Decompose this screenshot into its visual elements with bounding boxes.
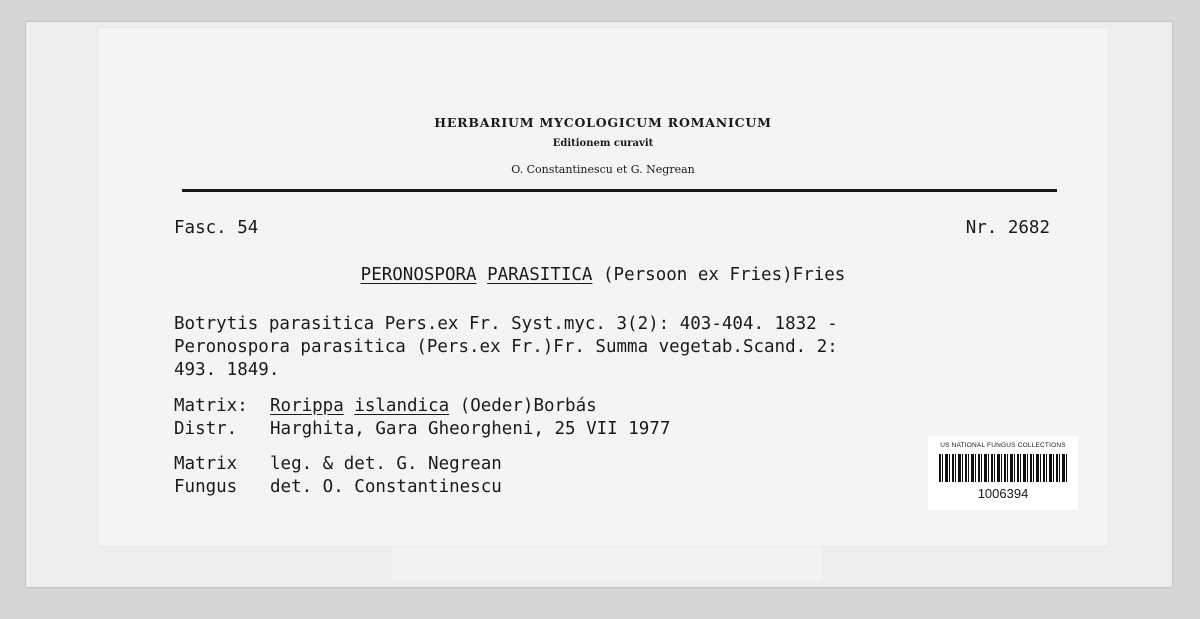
specimen-number: Nr. 2682: [965, 218, 1050, 238]
synonymy-line-2: Peronospora parasitica (Pers.ex Fr.)Fr. Summa vegetab.Scand. 2:: [174, 337, 838, 357]
herbarium-title: HERBARIUM MYCOLOGICUM ROMANICUM: [434, 115, 772, 130]
herbarium-editors: O. Constantinescu et G. Negrean: [511, 163, 695, 176]
distribution-value: Harghita, Gara Gheorgheni, 25 VII 1977: [270, 419, 671, 439]
species-epithet: PARASITICA: [487, 265, 593, 285]
synonymy-line-1: Botrytis parasitica Pers.ex Fr. Syst.myc. 3(2): 403-404. 1832 -: [174, 314, 838, 334]
fascicle-number: Fasc. 54: [174, 218, 259, 238]
barcode-label: [928, 436, 1078, 510]
host-epithet: islandica: [354, 396, 450, 416]
barcode-number: 1006394: [977, 486, 1029, 501]
matrix-collector: [174, 454, 502, 474]
host-genus: Rorippa: [270, 396, 344, 416]
specimen-label: [98, 28, 1108, 546]
fungus-collector-label: Fungus: [174, 477, 238, 497]
paper-strip: [392, 540, 822, 581]
distribution-label: Distr.: [174, 419, 238, 439]
barcode-icon: [939, 454, 1067, 482]
species-name: [98, 265, 1108, 285]
species-genus: PERONOSPORA: [360, 265, 477, 285]
matrix-host: [174, 396, 597, 416]
matrix-collector-value: leg. & det. G. Negrean: [270, 454, 502, 474]
species-authority: (Persoon ex Fries)Fries: [603, 265, 846, 285]
header-divider: [182, 189, 1057, 192]
host-authority: (Oeder)Borbás: [459, 396, 597, 416]
fungus-collector-value: det. O. Constantinescu: [270, 477, 502, 497]
distribution: [174, 419, 670, 439]
barcode-caption: US NATIONAL FUNGUS COLLECTIONS: [940, 442, 1066, 449]
synonymy-line-3: 493. 1849.: [174, 360, 280, 380]
fungus-collector: [174, 477, 502, 497]
herbarium-subtitle: Editionem curavit: [552, 138, 654, 149]
matrix-label: Matrix:: [174, 396, 248, 416]
matrix-collector-label: Matrix: [174, 454, 238, 474]
